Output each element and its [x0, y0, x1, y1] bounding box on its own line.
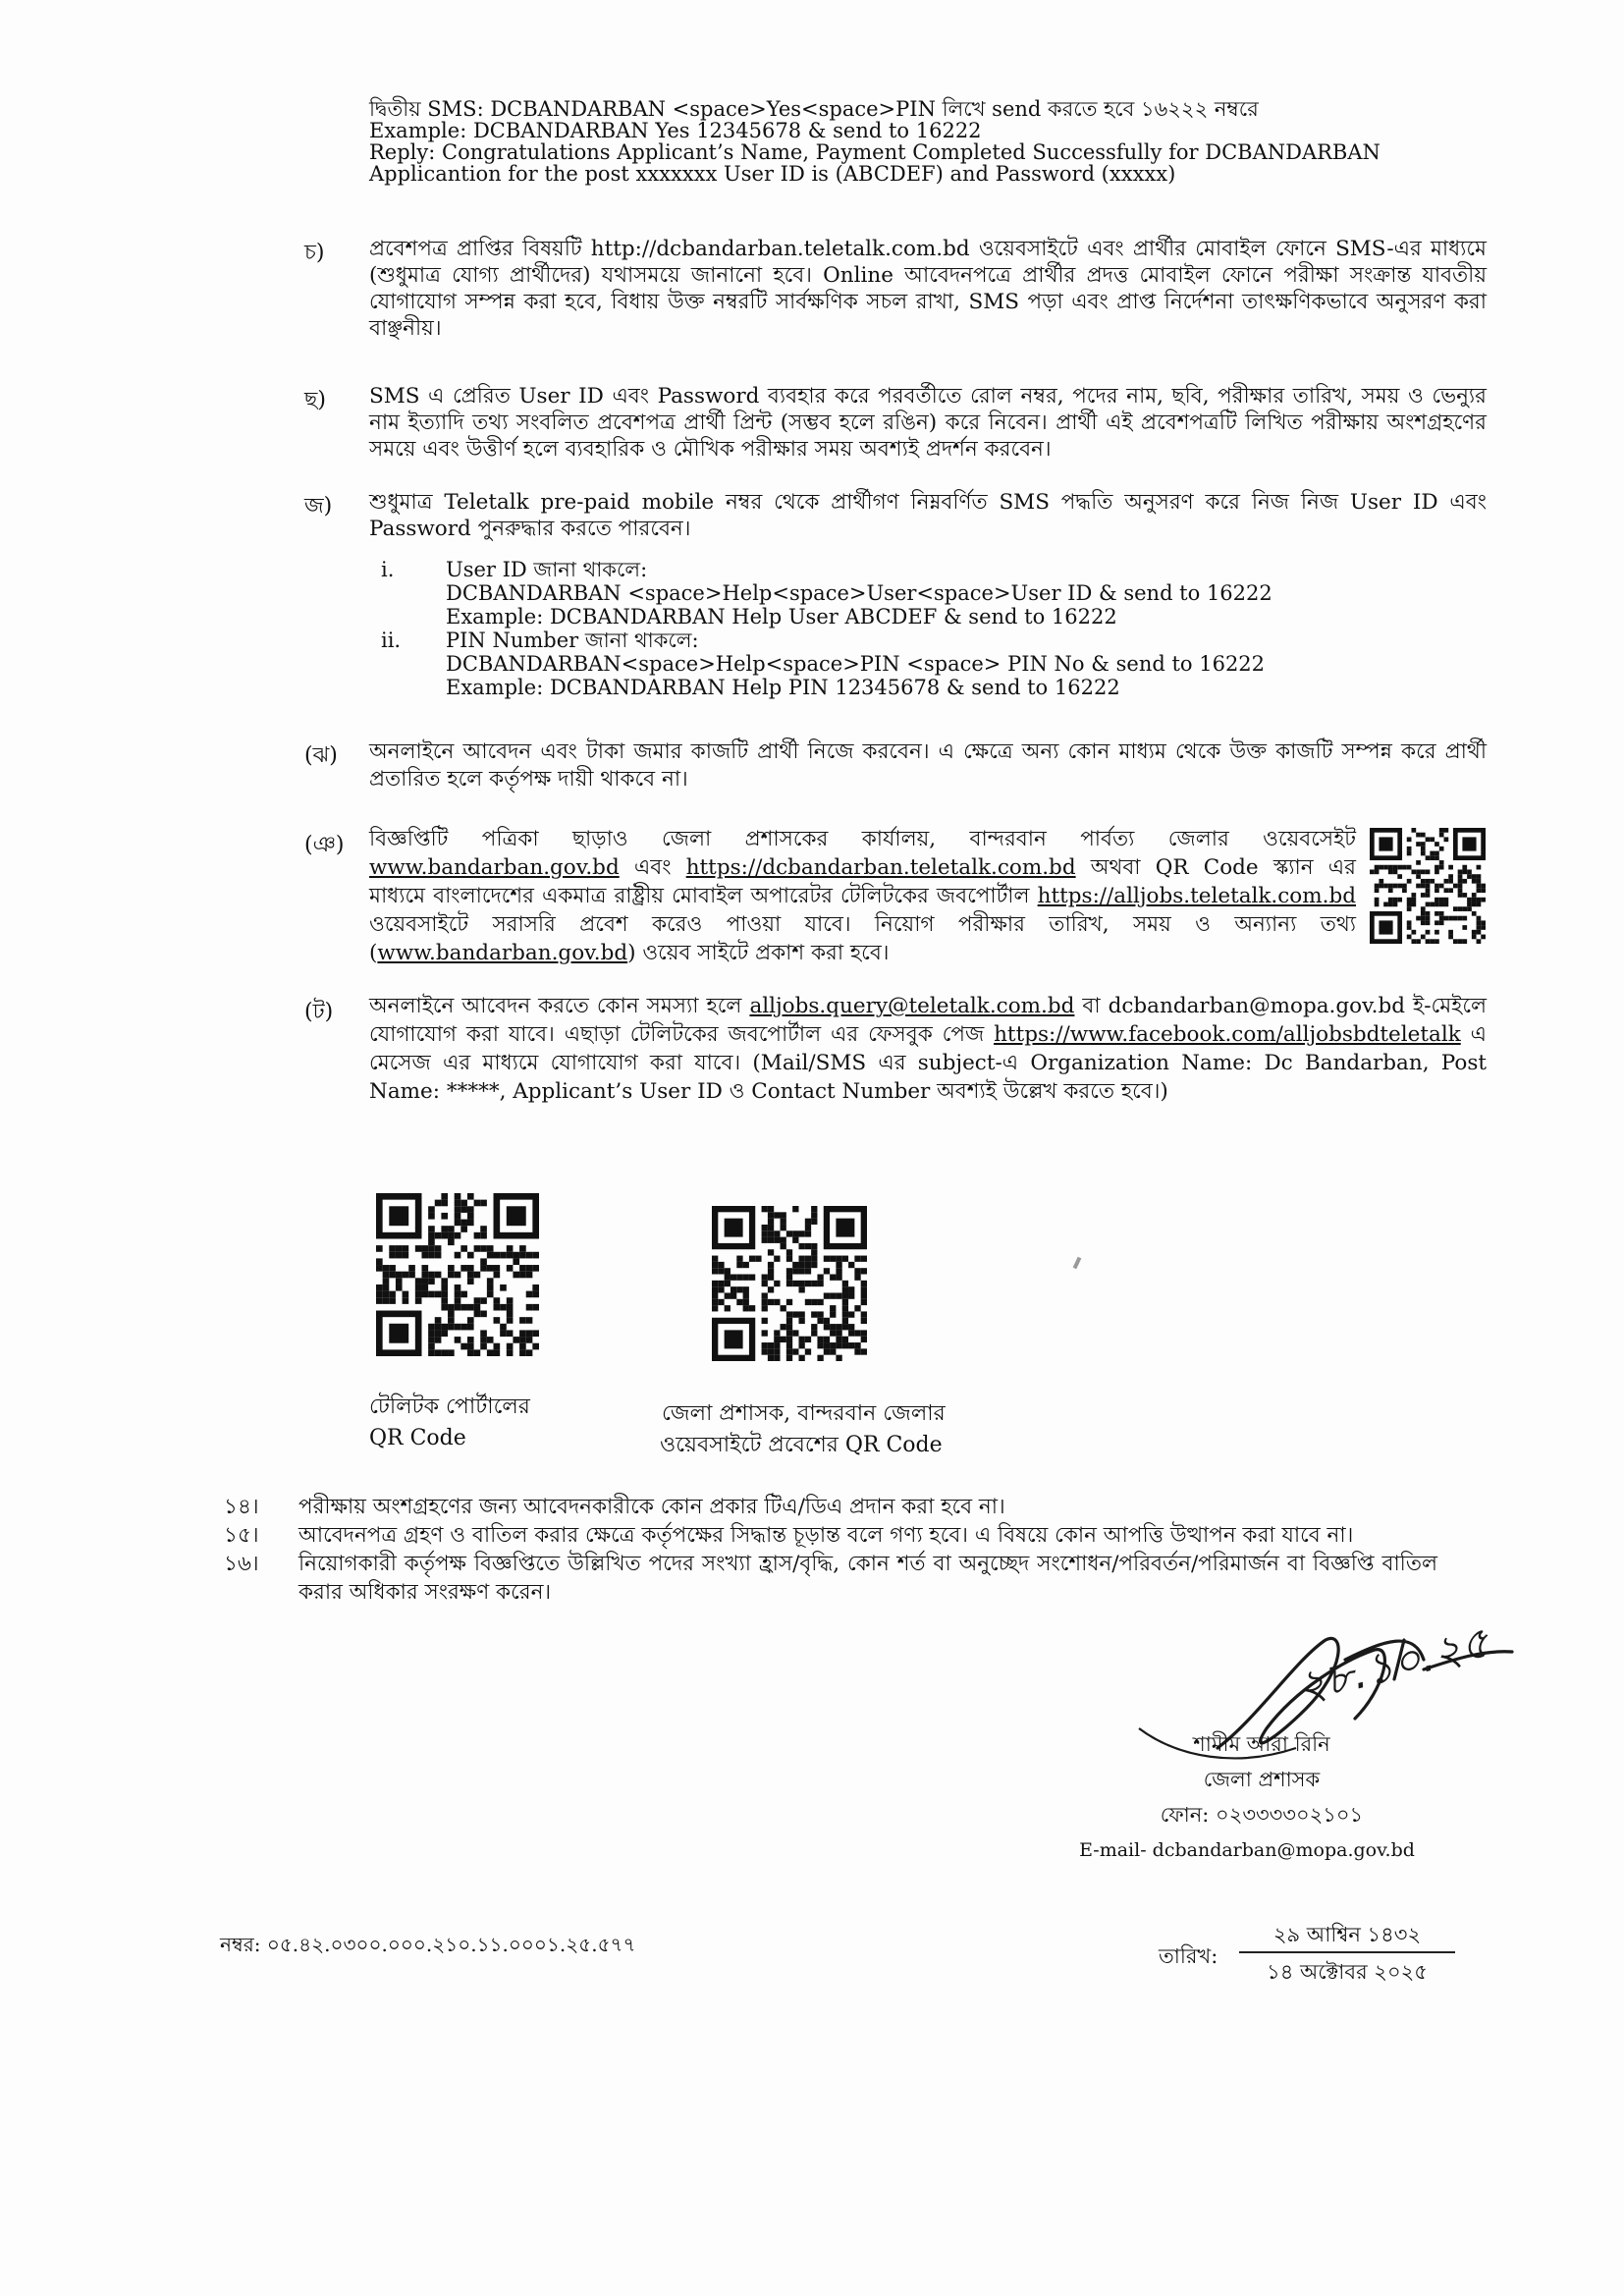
rule-item	[224, 1550, 1500, 1607]
item-cha-text: প্রবেশপত্র প্রাপ্তির বিষয়টি http://dcbandarban.teletalk.com.bd ওয়েবসাইটে এবং প্রার্থীর মোবাইল ফোনে SMS-এর মাধ্যমে (শুধুমাত্র যোগ্য প্রার্থীদের) যথাসময়ে জানানো হবে। Online আবেদনপত্রে প্রার্থীর প্রদত্ত মোবাইল ফোনে পরীক্ষা সংক্রান্ত যাবতীয় যোগাযোগ সম্পন্ন করা হবে, বিধায় উক্ত নম্বরটি সার্বক্ষণিক সচল রাখা, SMS পড়া এবং প্রাপ্ত নির্দেশনা তাৎক্ষণিকভাবে অনুসরণ করা বাঞ্ছনীয়।	[369, 237, 1487, 341]
item-chha-text: SMS এ প্রেরিত User ID এবং Password ব্যবহার করে পরবর্তীতে রোল নম্বর, পদের নাম, ছবি, পরীক্ষার তারিখ, সময় ও ভেন্যুর নাম ইত্যাদি তথ্য সংবলিত প্রবেশপত্র প্রার্থী প্রিন্ট (সম্ভব হলে রঙিন) করে নিবেন। প্রার্থী এই প্রবেশপত্রটি লিখিত পরীক্ষায় অংশগ্রহণের সময়ে এবং উত্তীর্ণ হলে ব্যবহারিক ও মৌখিক পরীক্ষার সময় অবশ্যই প্রদর্শন করবেন।	[369, 384, 1487, 462]
dc-qr-caption-line-2: ওয়েবসাইটে প্রবেশের QR Code	[660, 1433, 943, 1457]
rule-item	[224, 1521, 1500, 1550]
rule-text: পরীক্ষায় অংশগ্রহণের জন্য আবেদনকারীকে কোন প্রকার টিএ/ডিএ প্রদান করা হবে না।	[298, 1495, 1005, 1519]
item-ja-text: শুধুমাত্র Teletalk pre-paid mobile নম্বর থেকে প্রার্থীগণ নিম্নবর্ণিত SMS পদ্ধতি অনুসরণ করে নিজ নিজ User ID এবং Password পুনরুদ্ধার করতে পারবেন।	[369, 490, 1487, 541]
nya-text-1: বিজ্ঞপ্তিটি পত্রিকা ছাড়াও জেলা প্রশাসকের কার্যালয়, বান্দরবান পার্বত্য জেলার ওয়েবসেইট	[369, 827, 1356, 851]
memo-number: নম্বর: ০৫.৪২.০৩০০.০০০.২১০.১১.০০০১.২৫.৫৭৭	[220, 1933, 636, 1956]
item-jha-text: অনলাইনে আবেদন এবং টাকা জমার কাজটি প্রার্থী নিজে করবেন। এ ক্ষেত্রে অন্য কোন মাধ্যম থেকে উক্ত কাজটি সম্পন্ন করে প্রার্থী প্রতারিত হলে কর্তৃপক্ষ দায়ী থাকবে না।	[369, 739, 1487, 792]
rule-item	[224, 1493, 1500, 1521]
date-label: তারিখ:	[1159, 1944, 1218, 1968]
signatory-block	[1060, 1726, 1434, 1868]
dc-qr-caption-line-1: জেলা প্রশাসক, বান্দরবান জেলার	[662, 1401, 946, 1426]
sub-cmd-2: DCBANDARBAN<space>Help<space>PIN <space> PIN No & send to 16222	[446, 652, 1266, 676]
ta-text-3: এ মেসেজ এর মাধ্যমে যোগাযোগ করা যাবে। (Mail/SMS এর subject-এ Organization Name: Dc Bandarban, Post Name: *****, Applicant’s User ID ও Contact Number অবশ্যই উল্লেখ করতে হবে।)	[369, 1022, 1487, 1104]
sub-title-1: User ID জানা থাকলে:	[446, 558, 648, 581]
teletalk-qr-caption-line-1: টেলিটক পোর্টালের	[369, 1394, 530, 1419]
rule-number: ১৪।	[224, 1495, 259, 1519]
ta-text-2: বা dcbandarban@mopa.gov.bd ই-মেইলে যোগাযোগ করা যাবে। এছাড়া টেলিটকের জবপোর্টাল এর ফেসবুক পেজ	[369, 994, 1487, 1047]
facebook-page-link[interactable]: https://www.facebook.com/alljobsbdteletalk	[994, 1022, 1461, 1047]
signatory-email: E-mail- dcbandarban@mopa.gov.bd	[1079, 1839, 1415, 1861]
teletalk-qr-caption	[369, 1392, 530, 1454]
handwritten-date: ২৮.১০.২৫	[1292, 1616, 1494, 1714]
sms-instruction-block	[369, 98, 1498, 185]
dcbandarban-teletalk-link[interactable]: https://dcbandarban.teletalk.com.bd	[685, 855, 1076, 880]
item-ta-text	[369, 992, 1487, 1106]
sub-example-2: Example: DCBANDARBAN Help PIN 12345678 & send to 16222	[446, 676, 1120, 699]
qr-code-small[interactable]	[1370, 828, 1486, 944]
sms-line-1: দ্বিতীয় SMS: DCBANDARBAN <space>Yes<space>PIN লিখে send করতে হবে ১৬২২২ নম্বরে	[369, 97, 1259, 121]
dc-website-qr-code[interactable]	[712, 1206, 867, 1361]
rule-text: আবেদনপত্র গ্রহণ ও বাতিল করার ক্ষেত্রে কর্তৃপক্ষের সিদ্ধান্ত চূড়ান্ত বলে গণ্য হবে। এ বিষয়ে কোন আপত্তি উত্থাপন করা যাবে না।	[298, 1523, 1354, 1548]
item-marker-cha: চ)	[304, 241, 325, 265]
nya-text-2: এবং	[619, 855, 686, 880]
nya-text-5: ) ওয়েব সাইটে প্রকাশ করা হবে।	[627, 941, 890, 965]
rule-number: ১৫।	[224, 1523, 259, 1548]
alljobs-teletalk-link[interactable]: https://alljobs.teletalk.com.bd	[1037, 884, 1356, 908]
signatory-phone: ফোন: ০২৩৩৩৩০২১০১	[1160, 1803, 1364, 1827]
signatory-title: জেলা প্রশাসক	[1203, 1768, 1321, 1791]
nya-text-4: ওয়েবসাইটে সরাসরি প্রবেশ করেও পাওয়া যাবে। নিয়োগ পরীক্ষার তারিখ, সময় ও অন্যান্য তথ্য (	[369, 912, 1356, 965]
sms-line-3: Reply: Congratulations Applicant’s Name, Payment Completed Successfully for DCBANDARBAN	[369, 140, 1380, 164]
sms-line-4: Applicantion for the post xxxxxxx User ID is (ABCDEF) and Password (xxxxx)	[369, 162, 1176, 186]
dc-website-qr-caption	[660, 1398, 946, 1461]
sub-title-2: PIN Number জানা থাকলে:	[446, 629, 699, 652]
sub-num-1: i.	[381, 558, 395, 581]
teletalk-qr-caption-line-2: QR Code	[369, 1426, 466, 1450]
bandarban-gov-link-2[interactable]: www.bandarban.gov.bd	[377, 941, 628, 965]
stray-mark	[1073, 1257, 1082, 1270]
item-marker-chha: ছ)	[304, 388, 326, 412]
user-id-recovery	[381, 558, 1461, 699]
item-marker-ta: (ট)	[304, 1000, 334, 1024]
sub-example-1: Example: DCBANDARBAN Help User ABCDEF & send to 16222	[446, 605, 1117, 629]
rule-number: ১৬।	[224, 1552, 259, 1576]
ta-text-1: অনলাইনে আবেদন করতে কোন সমস্যা হলে	[369, 994, 750, 1018]
date-divider	[1239, 1951, 1455, 1953]
item-marker-ja: জ)	[304, 494, 333, 519]
teletalk-portal-qr-code[interactable]	[376, 1193, 539, 1356]
date-gregorian: ১৪ অক্টোবর ২০২৫	[1267, 1960, 1428, 1984]
sub-cmd-1: DCBANDARBAN <space>Help<space>User<space>User ID & send to 16222	[446, 581, 1272, 605]
date-bangla-calendar: ২৯ আশ্বিন ১৪৩২	[1272, 1923, 1422, 1946]
sms-line-2: Example: DCBANDARBAN Yes 12345678 & send to 16222	[369, 119, 982, 142]
item-marker-nya: (ঞ)	[304, 833, 345, 857]
item-nya-text	[369, 825, 1356, 967]
sub-num-2: ii.	[381, 629, 402, 652]
item-marker-jha: (ঝ)	[304, 743, 338, 768]
rules-list	[224, 1493, 1500, 1607]
alljobs-query-email-link[interactable]: alljobs.query@teletalk.com.bd	[749, 994, 1075, 1018]
nya-text-3: অথবা QR Code স্ক্যান এর মাধ্যমে বাংলাদেশের একমাত্র রাষ্ট্রীয় মোবাইল অপারেটর টেলিটকের জবপোর্টাল	[369, 855, 1356, 908]
rule-text: নিয়োগকারী কর্তৃপক্ষ বিজ্ঞপ্তিতে উল্লিখিত পদের সংখ্যা হ্রাস/বৃদ্ধি, কোন শর্ত বা অনুচ্ছেদ সংশোধন/পরিবর্তন/পরিমার্জন বা বিজ্ঞপ্তি বাতিল করার অধিকার সংরক্ষণ করেন।	[298, 1552, 1437, 1605]
signatory-name: শামীম আরা রিনি	[1193, 1732, 1330, 1756]
bandarban-gov-link[interactable]: www.bandarban.gov.bd	[369, 855, 620, 880]
